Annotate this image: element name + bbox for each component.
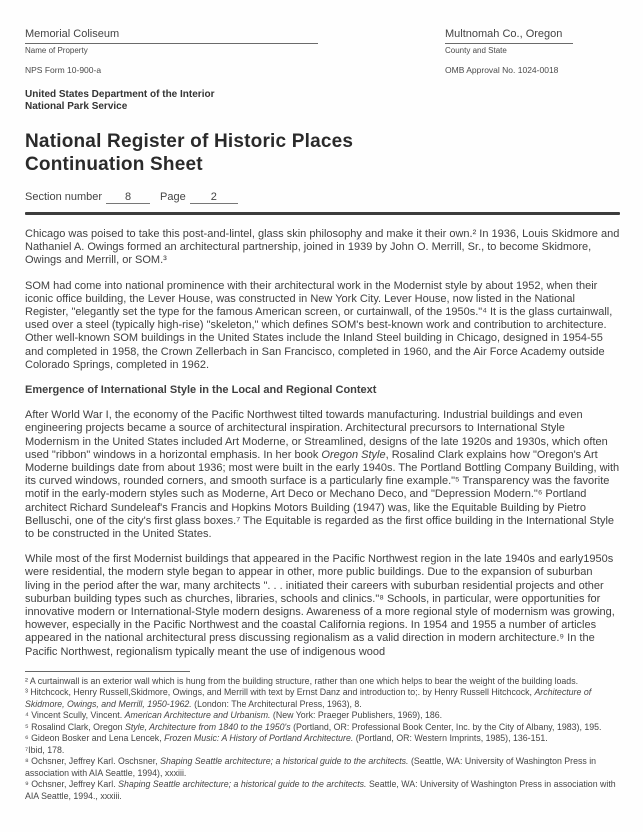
property-name-block — [25, 28, 318, 56]
county-state-block — [445, 28, 620, 56]
nps-form-number: NPS Form 10-900-a — [25, 65, 102, 75]
section-page-row — [25, 191, 620, 204]
header-divider-rule — [25, 212, 620, 215]
page-number-label: Page — [160, 191, 186, 203]
property-name: Memorial Coliseum — [25, 28, 318, 44]
document-title-line1: National Register of Historic Places — [25, 131, 354, 152]
paragraph-after-wwi: After World War I, the economy of the Pacific Northwest tilted towards manufacturing. Industrial buildings and even engineering projects became a source of architectural inspiration. Architectural precursors to International Style Modernism in the United States included Art Moderne, or Streamlined, designs of the late 1920s and 1930s, which often used "ribbon" windows in a horizontal emphasis. In her book Oregon Style, Rosalind Clark explains how "Oregon's Art Moderne buildings date from about 1936; most were built in the early 1940s. The Portland Bottling Company Building, with its curved windows, rounded corners, and smooth surface is a particularly fine example."⁵ Transparency was the favorite motif in the early-modern styles such as Moderne, Art Deco or Mechano Deco, and "Depression Modern."⁶ Portland architect Richard Sundeleaf's Francis and Hopkins Motors Building (1947) was, like the Equitable Building by Pietro Belluschi, one of the city's first glass boxes.⁷ The Equitable is regarded as the first office building in the International Style to be constructed in the United States. — [25, 409, 620, 541]
footnote-8: ⁸ Ochsner, Jeffrey Karl. Oschsner, Shaping Seattle architecture; a historical guide to the architects. (Seattle, WA: University of Washington Press in association with AIA Seattle, 1994), xxxiii. — [25, 756, 597, 778]
paragraph-som-prominence: SOM had come into national prominence with their architectural work in the Modernist style by about 1952, when their iconic office building, the Lever House, was constructed in New York City. Lever House, now listed in the National Register, "elegantly set the type for the famous American screen, or curtainwall, of the 1950s."⁴ It is the glass curtainwall, used over a steel (typically high-rise) "skeleton," which defines SOM's best-known work and contribution to architecture. Other well-known SOM buildings in the United States include the Inland Steel building in Chicago, designed in 1954-55 and completed in 1958, the Crown Zellerbach in San Francisco, completed in 1960, and the Air Force Academy outside Colorado Springs, completed in 1962. — [25, 279, 613, 371]
footnote-9: ⁹ Ochsner, Jeffrey Karl. Shaping Seattle architecture; a historical guide to the architects. Seattle, WA: University of Washington Press in association with AIA Seattle, 1994., xxxiii. — [25, 779, 616, 801]
county-state-label: County and State — [445, 46, 507, 55]
footnote-5: ⁵ Rosalind Clark, Oregon Style, Architecture from 1840 to the 1950's (Portland, OR: Professional Book Center, Inc. by the City of Albany, 1983), 195. — [25, 721, 602, 732]
page-number-value: 2 — [190, 191, 238, 204]
document-title-line2: Continuation Sheet — [25, 154, 203, 175]
omb-approval-number: OMB Approval No. 1024-0018 — [445, 65, 559, 75]
footnotes-section — [25, 676, 622, 803]
form-number-row — [25, 65, 620, 75]
service-name: National Park Service — [25, 101, 128, 112]
footnote-6: ⁶ Gideon Bosker and Lena Lencek, Frozen Music: A History of Portland Architecture. (Portland, OR: Western Imprints, 1985), 136-151. — [25, 733, 548, 744]
section-number-value: 8 — [106, 191, 150, 204]
footnote-2: ² A curtainwall is an exterior wall which is hung from the building structure, rather than one which helps to bear the weight of the building loads. — [25, 675, 579, 686]
department-name: United States Department of the Interior — [25, 89, 215, 100]
footnote-4: ⁴ Vincent Scully, Vincent. American Architecture and Urbanism. (New York: Praeger Publishers, 1969), 186. — [25, 710, 443, 721]
paragraph-chicago-som: Chicago was poised to take this post-and-lintel, glass skin philosophy and make it their own.² In 1936, Louis Skidmore and Nathaniel A. Owings formed an architectural partnership, joined in 1939 by John O. Merrill, Sr., to become Skidmore, Owings and Merrill, or SOM.³ — [25, 228, 620, 267]
header-name-row — [25, 28, 620, 56]
section-number-label: Section number — [25, 191, 103, 203]
footnote-3: ³ Hitchcock, Henry Russell,Skidmore, Owings, and Merrill with text by Ernst Danz and introduction to;. by Henry Russell Hitchcock, Architecture of Skidmore, Owings, and Merrill, 1950-1962. (London: The Architectural Press, 1963), 8. — [25, 687, 592, 709]
footnote-7: ⁷Ibid, 178. — [25, 744, 65, 755]
property-name-label: Name of Property — [25, 46, 88, 55]
footnote-separator-rule — [25, 671, 190, 672]
paragraph-modernist-buildings: While most of the first Modernist buildings that appeared in the Pacific Northwest region in the late 1940s and early1950s were residential, the modern style began to appear in other, more public buildings. Due to the expansion of suburban living in the period after the war, many architects ". . . initiated their careers with suburban residential projects and other suburban building types such as churches, libraries, schools and clinics."⁸ Schools, in particular, were opportunities for innovative modern or International-Style modern designs. Awareness of a more regional style of modernism was growing, however, especially in the Pacific Northwest and the coastal California regions. In 1954 and 1955 a number of articles appeared in the national architectural press discussing regionalism as a valid direction in modern architecture.⁹ In the Pacific Northwest, regionalism typically meant the use of indigenous wood — [25, 553, 615, 658]
agency-block — [25, 89, 620, 113]
section-heading: Emergence of International Style in the Local and Regional Context — [25, 384, 377, 397]
document-title — [25, 130, 620, 176]
body-text — [25, 228, 620, 659]
county-state: Multnomah Co., Oregon — [445, 28, 573, 44]
